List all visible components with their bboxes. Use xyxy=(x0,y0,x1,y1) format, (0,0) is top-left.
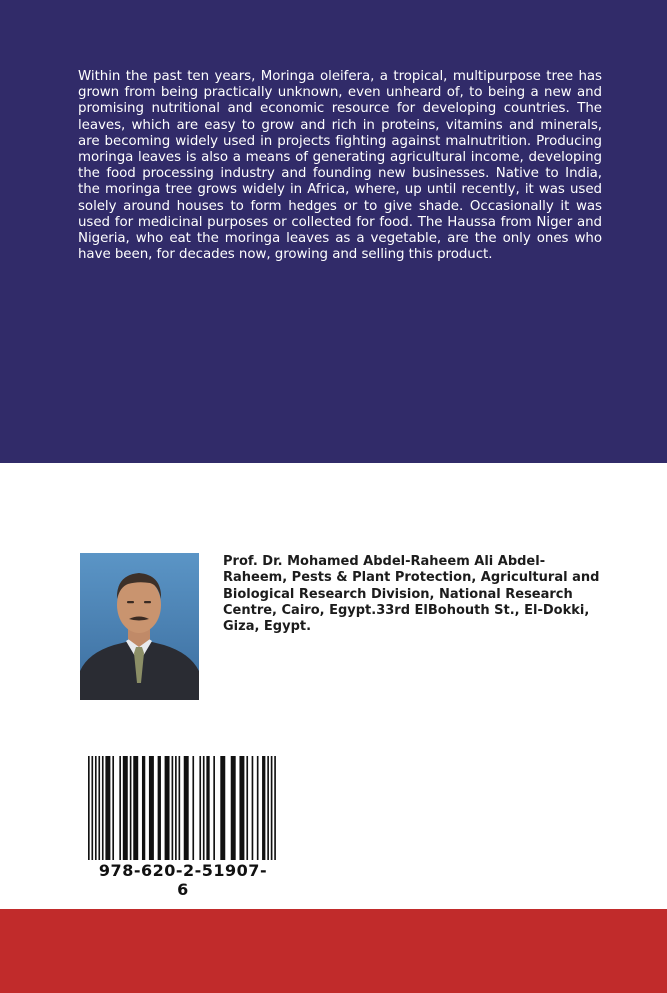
barcode-bar xyxy=(257,756,259,860)
barcode-bar xyxy=(98,756,100,860)
barcode-bar xyxy=(213,756,215,860)
barcode-bar xyxy=(246,756,248,860)
barcode-bar xyxy=(165,756,170,860)
author-portrait-image xyxy=(80,553,199,700)
barcode-bar xyxy=(158,756,161,860)
barcode-bar xyxy=(206,756,209,860)
barcode-bar xyxy=(123,756,128,860)
author-bio: Prof. Dr. Mohamed Abdel-Raheem Ali Abdel-Raheem, Pests & Plant Protection, Agricultural and Biological Research Division, National Research Centre, Cairo, Egypt.33rd ElBohouth St., El-Dokki, Giza, Egypt. xyxy=(223,554,600,635)
barcode-bar xyxy=(203,756,205,860)
barcode-bar xyxy=(192,756,194,860)
barcode-bar xyxy=(105,756,110,860)
book-description: Within the past ten years, Moringa oleifera, a tropical, multipurpose tree has grown from being practically unknown, even unheard of, to being a new and promising nutritional and economic resource for developing countries. The leaves, which are easy to grow and rich in proteins, vitamins and minerals, are becoming widely used in projects fighting against malnutrition. Producing moringa leaves is also a means of generating agricultural income, developing the food processing industry and founding new businesses. Native to India, the moringa tree grows widely in Africa, where, up until recently, it was used solely around houses to form hedges or to give shade. Occasionally it was used for medicinal purposes or collected for food. The Haussa from Niger and Nigeria, who eat the moringa leaves as a vegetable, are the only ones who have been, for decades now, growing and selling this product. xyxy=(78,69,602,263)
barcode-bar xyxy=(274,756,276,860)
barcode-bar xyxy=(102,756,104,860)
barcode-bar xyxy=(262,756,265,860)
barcode-bar xyxy=(239,756,244,860)
barcode-bar xyxy=(133,756,138,860)
barcode-bar xyxy=(172,756,174,860)
barcode-bar xyxy=(184,756,189,860)
barcode-bar xyxy=(231,756,236,860)
barcode-bar xyxy=(142,756,145,860)
barcode-bar xyxy=(149,756,154,860)
isbn-number: 978-620-2-51907-6 xyxy=(98,861,268,899)
barcode-bar xyxy=(271,756,273,860)
bottom-color-band xyxy=(0,909,667,993)
barcode-bar xyxy=(252,756,254,860)
barcode-bar xyxy=(220,756,225,860)
barcode-bar xyxy=(112,756,114,860)
barcode-bar xyxy=(88,756,90,860)
barcode-bar xyxy=(199,756,201,860)
barcode xyxy=(88,756,276,860)
author-photo xyxy=(80,553,199,700)
barcode-bar xyxy=(267,756,269,860)
barcode-bar xyxy=(91,756,93,860)
barcode-bar xyxy=(175,756,177,860)
barcode-bar xyxy=(119,756,121,860)
barcode-bar xyxy=(179,756,181,860)
barcode-bar xyxy=(95,756,97,860)
barcode-bar xyxy=(130,756,132,860)
blurb-panel xyxy=(0,0,667,463)
